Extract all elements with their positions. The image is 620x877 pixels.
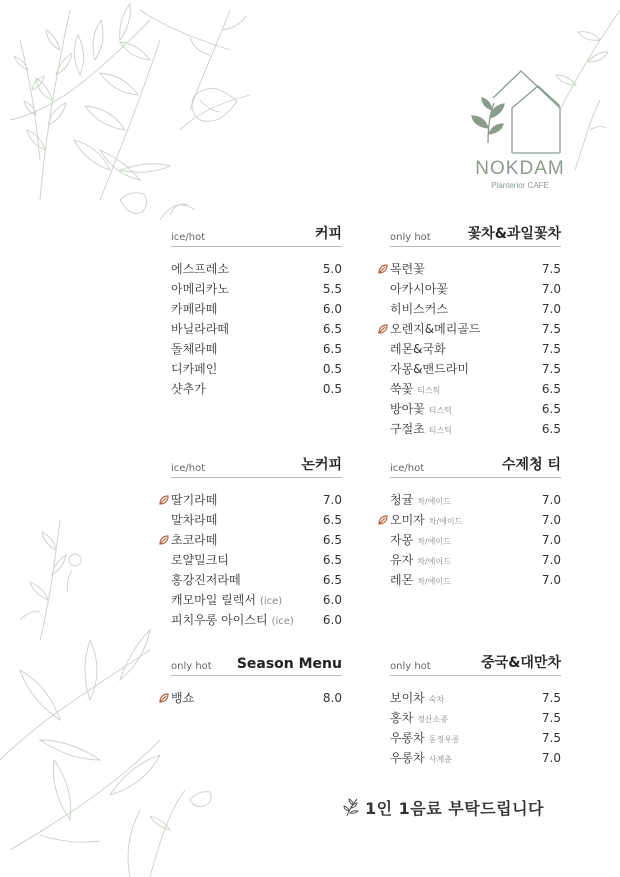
menu-item-name: 자몽&맨드라미: [390, 362, 469, 376]
menu-item-price: 7.5: [541, 711, 561, 725]
menu-list: [171, 490, 342, 630]
menu-item-name: 구절초: [390, 422, 425, 436]
menu-item-name: 쑥꽃: [390, 382, 414, 396]
brand-name: NOKDAM: [475, 158, 565, 179]
menu-item-name: 돌체라떼: [171, 342, 218, 356]
menu-item: [171, 359, 342, 379]
menu-item-name-wrap: [390, 708, 448, 730]
menu-item-name: 목련꽃: [390, 262, 425, 276]
menu-item-price: 6.5: [322, 553, 342, 567]
menu-item-price: 6.5: [322, 533, 342, 547]
menu-item: [171, 299, 342, 319]
section-coffee: [171, 224, 342, 399]
menu-item: [390, 279, 561, 299]
menu-item-name-wrap: [378, 510, 462, 532]
section-title: 꽃차&과일꽃차: [467, 226, 561, 242]
menu-item-note: 동정우롱: [428, 735, 460, 744]
menu-item-name: 바닐라라떼: [171, 322, 229, 336]
menu-item: [171, 339, 342, 359]
menu-item-name-wrap: [390, 279, 448, 299]
menu-item: [390, 688, 561, 708]
menu-item-price: 7.0: [541, 751, 561, 765]
menu-item: [171, 570, 342, 590]
footer-notice: [343, 796, 544, 819]
section-header: [171, 224, 342, 247]
menu-item-name: 홍차: [390, 711, 414, 725]
menu-item: [171, 530, 342, 550]
menu-item-note: 티스틱: [417, 386, 441, 395]
menu-item-name: 우롱차: [390, 751, 425, 765]
section-title: 중국&대만차: [481, 655, 561, 671]
menu-item: [390, 399, 561, 419]
leaf-icon: [159, 693, 169, 703]
menu-item: [390, 530, 561, 550]
menu-item-name-wrap: [390, 530, 451, 552]
menu-item-note: 차/에이드: [428, 517, 463, 526]
menu-item-note: 숙차: [428, 695, 445, 704]
menu-item-name: 딸기라떼: [171, 493, 218, 507]
menu-item-name: 보이차: [390, 691, 425, 705]
menu-item: [390, 379, 561, 399]
section-tag: ice/hot: [171, 463, 206, 474]
section-tag: only hot: [390, 661, 431, 672]
section-flower-tea: [390, 224, 561, 439]
section-title: Season Menu: [236, 656, 342, 672]
leaf-icon: [159, 535, 169, 545]
section-header: [171, 455, 342, 478]
menu-item-name: 히비스커스: [390, 302, 448, 316]
menu-item-price: 7.5: [541, 342, 561, 356]
menu-item: [390, 728, 561, 748]
menu-item-price: 7.0: [541, 493, 561, 507]
menu-item-name-wrap: [159, 530, 217, 550]
menu-item: [171, 319, 342, 339]
menu-item-name: 캐모마일 릴렉서: [171, 593, 256, 607]
menu-item: [390, 510, 561, 530]
section-tag: only hot: [171, 661, 212, 672]
menu-item: [390, 339, 561, 359]
menu-item: [390, 570, 561, 590]
menu-item-price: 6.5: [541, 382, 561, 396]
menu-item-price: 6.0: [322, 302, 342, 316]
menu-item-price: 7.5: [541, 362, 561, 376]
section-header: [390, 653, 561, 676]
menu-item-price: 6.5: [322, 322, 342, 336]
menu-item-price: 6.5: [322, 513, 342, 527]
menu-item: [390, 748, 561, 768]
section-tag: ice/hot: [171, 232, 206, 243]
menu-item-price: 7.0: [541, 282, 561, 296]
section-syrup-tea: [390, 455, 561, 590]
section-header: [171, 653, 342, 676]
menu-item-name-wrap: [390, 748, 452, 770]
footer-text: 1인 1음료 부탁드립니다: [365, 799, 545, 818]
menu-item-price: 6.0: [322, 613, 342, 627]
menu-item-price: 5.5: [322, 282, 342, 296]
menu-item: [171, 490, 342, 510]
menu-item-name: 아카시아꽃: [390, 282, 448, 296]
menu-item-name: 피치우롱 아이스티: [171, 613, 268, 627]
menu-item-name-wrap: [378, 259, 425, 279]
menu-item-name: 에스프레소: [171, 262, 229, 276]
menu-item-name: 샷추가: [171, 382, 206, 396]
menu-list: [171, 259, 342, 399]
menu-item-name-wrap: [171, 550, 229, 570]
menu-item-price: 6.5: [541, 422, 561, 436]
menu-item-price: 7.5: [541, 262, 561, 276]
menu-item-price: 6.5: [322, 573, 342, 587]
leaf-icon: [378, 324, 388, 334]
menu-item-name-wrap: [159, 688, 194, 708]
menu-item: [171, 610, 342, 630]
menu-item: [390, 708, 561, 728]
menu-item-name-wrap: [159, 490, 217, 510]
menu-item-price: 7.0: [541, 533, 561, 547]
menu-item-name: 오미자: [390, 513, 425, 527]
menu-item-name: 레몬: [390, 573, 414, 587]
leaf-icon: [378, 515, 388, 525]
menu-item-name-wrap: [378, 319, 481, 339]
menu-item: [390, 419, 561, 439]
menu-item-price: 7.5: [541, 731, 561, 745]
menu-item-name-wrap: [171, 510, 217, 530]
menu-item-name: 초코라떼: [171, 533, 218, 547]
menu-item-note: (ice): [271, 616, 294, 627]
menu-item: [390, 490, 561, 510]
menu-item-price: 6.5: [322, 342, 342, 356]
menu-item-note: 차/에이드: [417, 557, 451, 566]
menu-item-name: 디카페인: [171, 362, 218, 376]
menu-item-name-wrap: [390, 570, 451, 592]
section-tag: only hot: [390, 232, 431, 243]
menu-item-name-wrap: [171, 379, 206, 399]
menu-item-name-wrap: [390, 399, 452, 421]
section-chinese-taiwan-tea: [390, 653, 561, 768]
menu-item-name: 오렌지&메리골드: [390, 322, 481, 336]
menu-item-price: 6.5: [541, 402, 561, 416]
section-header: [390, 224, 561, 247]
menu-item: [171, 510, 342, 530]
menu-item-name: 아메리카노: [171, 282, 229, 296]
menu-item-note: 티스틱: [428, 406, 452, 415]
leaf-sprig-icon: [343, 797, 363, 817]
menu-item-name: 뱅쇼: [171, 691, 195, 705]
menu-item-name: 홍강진저라떼: [171, 573, 241, 587]
menu-item-price: 7.0: [541, 573, 561, 587]
menu-item-price: 0.5: [322, 382, 342, 396]
menu-item-name: 말차라떼: [171, 513, 218, 527]
menu-item-name-wrap: [171, 279, 229, 299]
menu-item-name-wrap: [171, 339, 217, 359]
menu-list: [390, 259, 561, 439]
menu-item-name: 카페라떼: [171, 302, 218, 316]
menu-item: [390, 550, 561, 570]
menu-item-name-wrap: [390, 490, 451, 512]
menu-item: [390, 359, 561, 379]
menu-item-name-wrap: [171, 259, 229, 279]
menu-item: [171, 379, 342, 399]
section-title: 수제청 티: [502, 457, 561, 473]
menu-item: [171, 590, 342, 610]
menu-list: [390, 490, 561, 590]
menu-item: [171, 259, 342, 279]
menu-item-price: 7.5: [541, 322, 561, 336]
menu-item: [390, 299, 561, 319]
menu-item-name-wrap: [171, 590, 282, 612]
menu-item-name-wrap: [390, 359, 469, 379]
menu-item: [171, 279, 342, 299]
menu-item-name: 레몬&국화: [390, 342, 446, 356]
menu-item-name-wrap: [171, 610, 294, 632]
menu-item-name-wrap: [390, 379, 440, 401]
menu-item-name-wrap: [171, 359, 217, 379]
menu-item-price: 6.0: [322, 593, 342, 607]
menu-item: [390, 259, 561, 279]
menu-item-name-wrap: [171, 570, 241, 590]
menu-item-price: 5.0: [322, 262, 342, 276]
section-tag: ice/hot: [390, 463, 425, 474]
menu-list: [390, 688, 561, 768]
section-title: 논커피: [301, 457, 342, 473]
menu-list: [171, 688, 342, 708]
menu-item-note: 티스틱: [428, 426, 452, 435]
section-title: 커피: [314, 226, 342, 242]
menu-item-name-wrap: [390, 419, 452, 441]
menu-item-name: 자몽: [390, 533, 414, 547]
menu-item-name-wrap: [171, 319, 229, 339]
menu-item-note: 사계춘: [428, 755, 452, 764]
menu-item-price: 8.0: [322, 691, 342, 705]
menu-item-name-wrap: [390, 688, 444, 710]
menu-item-name: 로얄밀크티: [171, 553, 229, 567]
menu-item-price: 7.0: [322, 493, 342, 507]
section-noncoffee: [171, 455, 342, 630]
section-header: [390, 455, 561, 478]
menu-item-price: 0.5: [322, 362, 342, 376]
menu-item-price: 7.0: [541, 553, 561, 567]
menu-item-price: 7.0: [541, 513, 561, 527]
menu-item-name-wrap: [390, 550, 451, 572]
menu-item: [171, 550, 342, 570]
menu-item-name-wrap: [390, 339, 446, 359]
menu-item-name-wrap: [390, 728, 460, 750]
section-season-menu: [171, 653, 342, 708]
menu-item-name-wrap: [171, 299, 217, 319]
menu-item-note: 차/에이드: [417, 497, 451, 506]
menu-item-name: 방아꽃: [390, 402, 425, 416]
brand-subtitle: Planterior CAFE: [491, 181, 549, 190]
menu-item-note: 차/에이드: [417, 537, 451, 546]
menu-item-note: 정산소종: [417, 715, 449, 724]
leaf-icon: [378, 264, 388, 274]
menu-item-name: 우롱차: [390, 731, 425, 745]
menu-item-note: 차/에이드: [417, 577, 451, 586]
menu-item-name: 청귤: [390, 493, 414, 507]
leaf-icon: [159, 495, 169, 505]
menu-item-name: 유자: [390, 553, 414, 567]
menu-item-price: 7.5: [541, 691, 561, 705]
menu-item: [171, 688, 342, 708]
menu-item-name-wrap: [390, 299, 448, 319]
menu-item-price: 7.0: [541, 302, 561, 316]
house-plant-icon: [468, 68, 568, 158]
menu-item-note: (ice): [259, 596, 283, 607]
menu-item: [390, 319, 561, 339]
